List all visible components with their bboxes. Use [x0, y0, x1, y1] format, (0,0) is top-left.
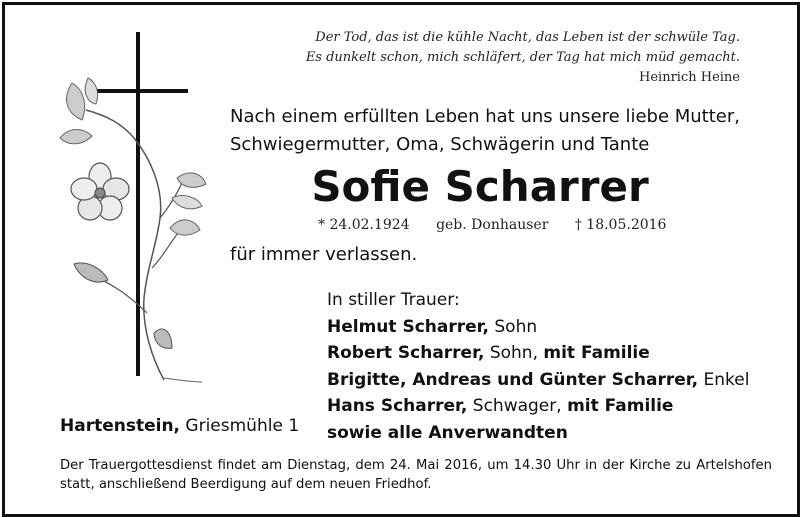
- mourner-extra: mit Familie: [543, 343, 650, 363]
- deceased-name: Sofie Scharrer: [311, 162, 649, 211]
- left-us-text: für immer verlassen.: [230, 244, 418, 265]
- quote-line-1: Der Tod, das ist die kühle Nacht, das Leben ist der schwüle Tag.: [315, 30, 740, 45]
- mourner-relation: Sohn: [488, 316, 538, 337]
- mourner-extra: mit Familie: [567, 396, 674, 416]
- birth-date: * 24.02.1924: [318, 217, 410, 233]
- mourner-relation: Enkel: [698, 369, 750, 390]
- mourners-list: [327, 287, 797, 446]
- mourner-name: Brigitte, Andreas und Günter Scharrer,: [327, 369, 699, 390]
- mourner-name: Robert Scharrer,: [327, 343, 485, 363]
- mourner-row: [327, 393, 797, 420]
- address: [60, 416, 299, 436]
- maiden-name: geb. Donhauser: [436, 217, 549, 233]
- mourner-name: sowie alle Anverwandten: [327, 422, 568, 443]
- mourner-name: Hans Scharrer,: [327, 396, 468, 416]
- quote-author: Heinrich Heine: [639, 70, 740, 85]
- mourners-heading: In stiller Trauer:: [327, 290, 460, 310]
- mourner-row: [327, 340, 797, 367]
- mourner-row: [327, 314, 797, 341]
- intro-line-1: Nach einem erfüllten Leben hat uns unsere liebe Mutter,: [230, 106, 740, 127]
- mourner-row: [327, 367, 797, 394]
- mourner-relation: Schwager,: [467, 396, 568, 416]
- deceased-dates: [318, 217, 758, 233]
- quote-block: [260, 28, 740, 88]
- service-info: Der Trauergottesdienst findet am Dienstag, dem 24. Mai 2016, um 14.30 Uhr in der Kirche zu Artelshofen statt, anschließend Beerdigung auf dem neuen Friedhof.: [60, 458, 772, 492]
- address-street: Griesmühle 1: [180, 416, 300, 436]
- cross-with-flower-icon: [52, 28, 222, 388]
- intro-line-2: Schwiegermutter, Oma, Schwägerin und Tante: [230, 134, 650, 155]
- mourner-name: Helmut Scharrer,: [327, 316, 489, 337]
- mourner-relation: Sohn,: [484, 343, 544, 363]
- death-date: † 18.05.2016: [574, 217, 667, 233]
- address-town: Hartenstein,: [60, 416, 181, 436]
- quote-line-2: Es dunkelt schon, mich schläfert, der Tag hat mich müd gemacht.: [305, 50, 740, 65]
- intro-text: [230, 103, 770, 159]
- mourner-row: [327, 420, 797, 447]
